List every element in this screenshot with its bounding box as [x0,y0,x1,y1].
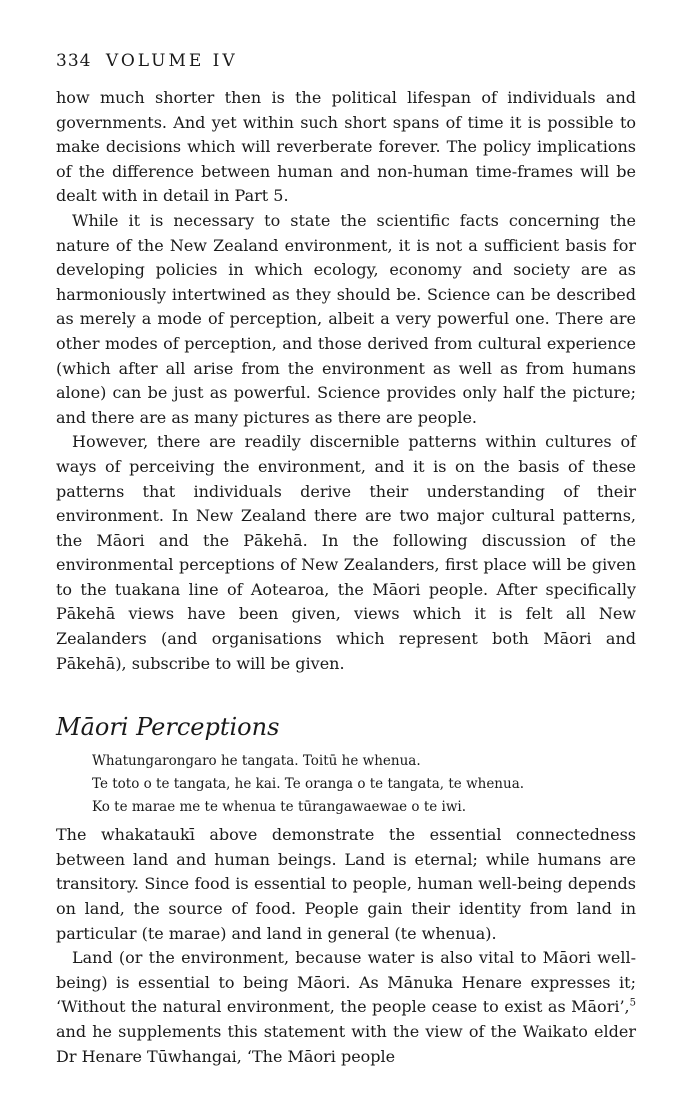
paragraph-continuation: how much shorter then is the political lifespan of individuals and governments. And yet within such short spans of time it is possible to make decisions which will reverberate forever. The policy implications of the difference between human and non-human time-frames will be dealt with in detail in Part 5. [56,88,636,206]
proverb-line: Whatungarongaro he tangata. Toitū he whenua. [92,753,421,770]
paragraph-science: While it is necessary to state the scientific facts concerning the nature of the New Zealand environment, it is not a sufficient basis for developing policies in which ecology, economy and society are as harmoniously intertwined as they should be. Science can be described as merely a mode of perception, albeit a very powerful one. There are other modes of perception, and those derived from cultural experience (which after all arise from the environment as well as from humans alone) can be just as powerful. Science provides only half the picture; and there are as many pictures as there are people. [56,210,636,427]
footnote-reference: 5 [629,998,636,1010]
paragraph-whakatauki: The whakataukī above demonstrate the essential connectedness between land and human beings. Land is eternal; while humans are transitory. Since food is essential to people, human well-being depends on land, the source of food. People gain their identity from land in particular (te marae) and land in general (te whenua). [56,825,636,943]
page-number: 334 [56,51,92,71]
paragraph-cultural-patterns: However, there are readily discernible patterns within cultures of ways of perceiving the environment, and it is on the basis of these patterns that individuals derive their understanding of their environment. In New Zealand there are two major cultural patterns, the Māori and the Pākehā. In the following discussion of the environmental perceptions of New Zealanders, first place will be given to the tuakana line of Aotearoa, the Māori people. After specifically Pākehā views have been given, views which it is felt all New Zealanders (and organisations which represent both Māori and Pākehā), subscribe to will be given. [56,432,636,673]
paragraph-land-text: Land (or the environment, because water is also vital to Māori well-being) is essential to being Māori. As Mānuka Henare expresses it; ‘Without the natural environment, the people cease to exist as Māori’, [56,948,636,1017]
paragraph-land [56,946,636,1069]
document-page [56,50,636,1069]
paragraph-land-text-cont: and he supplements this statement with the view of the Waikato elder Dr Henare Tūwhangai, ‘The Māori people [56,1022,636,1066]
proverb-block [92,750,636,819]
volume-label: VOLUME IV [105,51,238,71]
section-heading: Māori Perceptions [56,713,280,742]
proverb-line: Te toto o te tangata, he kai. Te oranga o te tangata, te whenua. [92,776,525,793]
running-head [56,50,636,72]
proverb-line: Ko te marae me te whenua te tūrangawaewae o te iwi. [92,799,467,816]
